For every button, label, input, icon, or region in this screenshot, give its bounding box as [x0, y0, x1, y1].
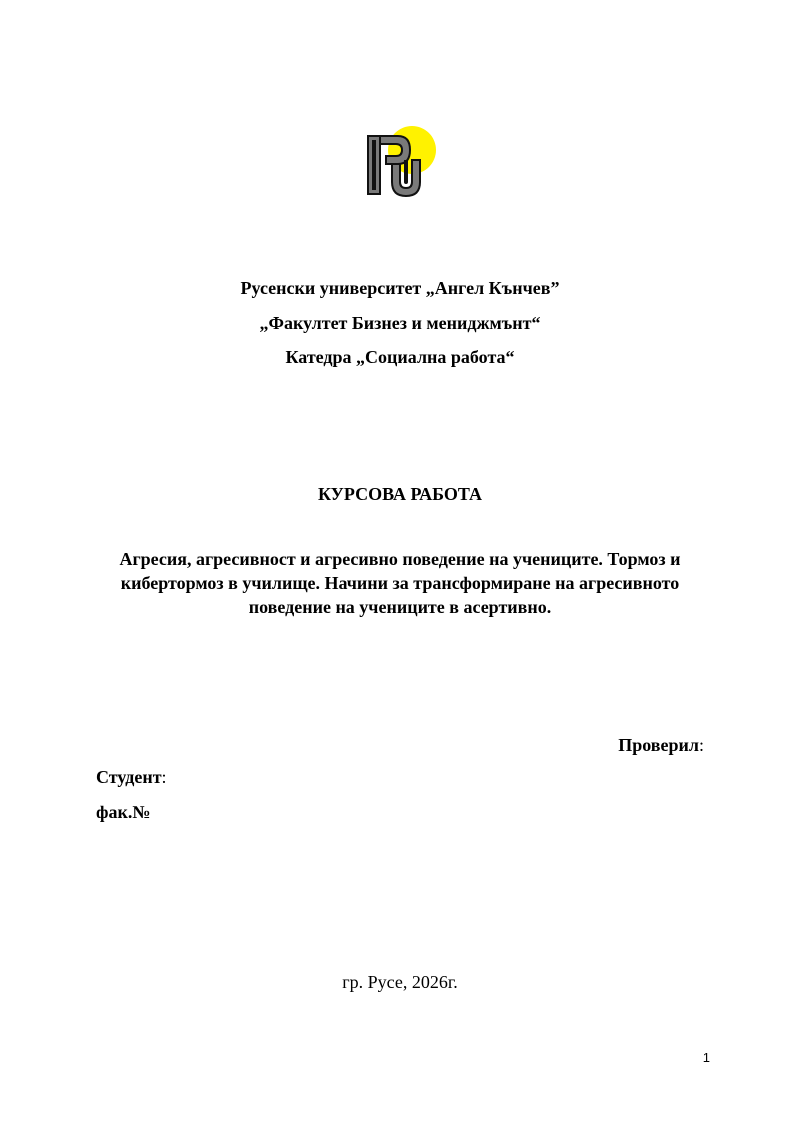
- student-field: [96, 766, 167, 788]
- student-label: Студент: [96, 767, 162, 787]
- city-date: гр. Русе, 2026г.: [342, 972, 458, 992]
- faculty-number-label: фак.№: [96, 802, 151, 822]
- university-logo-icon: [364, 124, 436, 200]
- student-colon: :: [161, 767, 167, 787]
- page-number: 1: [702, 1050, 710, 1065]
- topic-line: кибертормоз в училище. Начини за трансформиране на агресивното: [120, 573, 680, 593]
- topic-line: поведение на учениците в асертивно.: [248, 597, 552, 617]
- document-type-title: КУРСОВА РАБОТА: [317, 484, 483, 504]
- checked-by-label: Проверил: [618, 735, 699, 755]
- department-name: Катедра „Социална работа“: [285, 347, 515, 367]
- checked-by-colon: :: [698, 735, 704, 755]
- topic-title: [80, 547, 720, 619]
- checked-by-field: [618, 734, 704, 756]
- university-name: Русенски университет „Ангел Кънчев”: [240, 278, 560, 298]
- faculty-name: „Факултет Бизнез и мениджмънт“: [259, 313, 541, 333]
- topic-line: Агресия, агресивност и агресивно поведение на учениците. Тормоз и: [119, 549, 681, 569]
